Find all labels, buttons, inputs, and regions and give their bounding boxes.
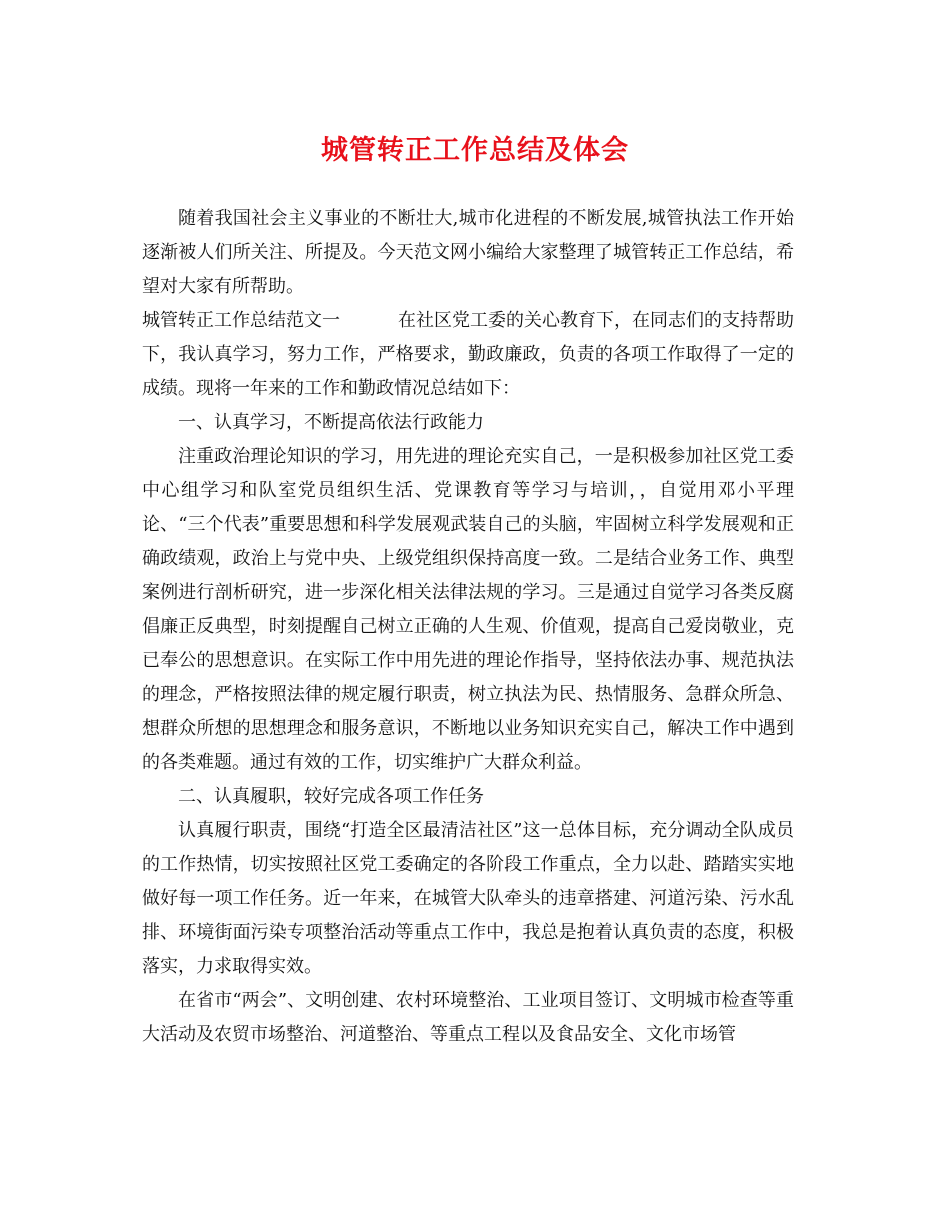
- sample-label: 城管转正工作总结范文一: [142, 310, 340, 331]
- section-2-paragraph-1: 认真履行职责，围绕“打造全区最清洁社区”这一总体目标，充分调动全队成员的工作热情，切实按照社区党工委确定的各阶段工作重点，全力以赴、踏踏实实地做好每一项工作任务。近一年来，在城管大队牵头的违章搭建、河道污染、污水乱排、环境街面污染专项整治活动等重点工作中，我总是抱着认真负责的态度，积极落实，力求取得实效。: [142, 820, 794, 977]
- section-2-heading: 二、认真履职，较好完成各项工作任务: [178, 786, 484, 807]
- section-1-paragraph: 注重政治理论知识的学习，用先进的理论充实自己，一是积极参加社区党工委中心组学习和队室党员组织生活、党课教育等学习与培训，，自觉用邓小平理论、“三个代表”重要思想和科学发展观武装自己的头脑，牢固树立科学发展观和正确政绩观，政治上与党中央、上级党组织保持高度一致。二是结合业务工作、典型案例进行剖析研究，进一步深化相关法律法规的学习。三是通过自觉学习各类反腐倡廉正反典型，时刻提醒自己树立正确的人生观、价值观，提高自己爱岗敬业，克已奉公的思想意识。在实际工作中用先进的理论作指导，坚持依法办事、规范执法的理念，严格按照法律的规定履行职责，树立执法为民、热情服务、急群众所急、想群众所想的思想理念和服务意识，不断地以业务知识充实自己，解决工作中遇到的各类难题。通过有效的工作，切实维护广大群众利益。: [142, 446, 794, 773]
- document-body: [142, 202, 794, 1052]
- document-title: 城管转正工作总结及体会: [321, 135, 629, 166]
- sample-first-paragraph: [142, 304, 794, 406]
- intro-paragraph: 随着我国社会主义事业的不断壮大,城市化进程的不断发展,城管执法工作开始逐渐被人们所关注、所提及。今天范文网小编给大家整理了城管转正工作总结，希望对大家有所帮助。: [142, 208, 794, 297]
- sample-first-text: 在社区党工委的关心教育下，在同志们的支持帮助下，我认真学习，努力工作，严格要求，勤政廉政，负责的各项工作取得了一定的成绩。现将一年来的工作和勤政情况总结如下：: [142, 310, 794, 399]
- section-1-heading: 一、认真学习，不断提高依法行政能力: [178, 412, 484, 433]
- section-2-paragraph-2: 在省市“两会”、文明创建、农村环境整治、工业项目签订、文明城市检查等重大活动及农贸市场整治、河道整治、等重点工程以及食品安全、文化市场管: [142, 990, 794, 1045]
